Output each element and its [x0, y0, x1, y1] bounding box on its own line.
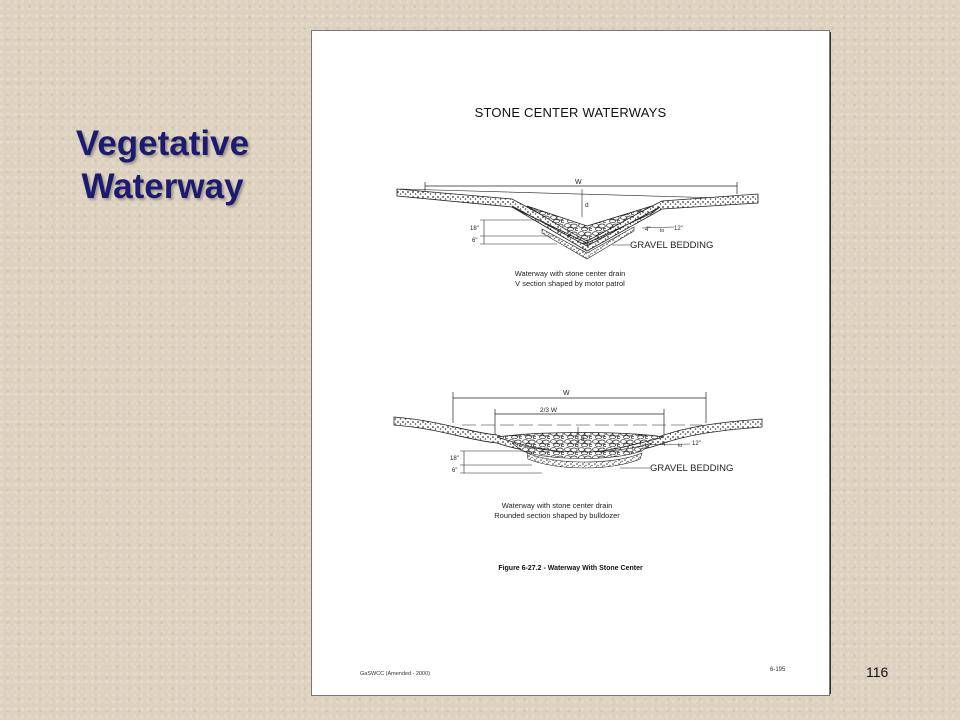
r-depth-label: d	[581, 436, 585, 443]
r-dim-18: 18"	[450, 456, 459, 462]
r-width-label: W	[563, 390, 570, 397]
document-heading: STONE CENTER WATERWAYS	[474, 105, 667, 120]
v-dim-18: 18"	[470, 226, 479, 232]
v-caption-line2: V section shaped by motor patrol	[515, 279, 625, 288]
v-section-diagram	[397, 179, 758, 259]
rounded-section-caption	[467, 501, 647, 521]
v-section-caption	[480, 269, 660, 289]
slide-page-number: 116	[866, 664, 889, 680]
v-stone-to: 12"	[674, 226, 683, 232]
v-depth-label: d	[585, 202, 589, 209]
v-dim-6: 6"	[472, 238, 478, 244]
r-gravel-bedding-label: GRAVEL BEDDING	[650, 463, 734, 474]
r-center-width-label: 2/3 W	[540, 407, 557, 414]
waterway-diagrams	[312, 31, 829, 695]
r-stone-from: 4"	[662, 442, 668, 448]
document-footer-right: 6-195	[770, 667, 786, 673]
r-stone-to-word: to	[678, 443, 683, 449]
v-gravel-bedding-label: GRAVEL BEDDING	[630, 240, 714, 251]
document-spine-outer	[830, 32, 831, 694]
v-width-label: W	[575, 179, 582, 186]
v-stone-to-word: to	[660, 228, 665, 234]
v-stone-from: 4"	[645, 227, 651, 233]
r-stone-to: 12"	[692, 441, 701, 447]
slide-title-line1: Vegetative	[75, 124, 250, 163]
r-caption-line2: Rounded section shaped by bulldozer	[494, 511, 620, 520]
rounded-section-diagram	[394, 390, 762, 474]
r-caption-line1: Waterway with stone center drain	[501, 501, 613, 510]
document-footer-left: GaSWCC (Amended - 2000)	[360, 671, 430, 677]
document-scan	[311, 30, 830, 696]
r-dim-6: 6"	[452, 468, 458, 474]
slide-title	[40, 122, 285, 208]
slide-title-line2: Waterway	[81, 167, 244, 206]
figure-caption: Figure 6-27.2 - Waterway With Stone Center	[498, 565, 643, 572]
v-caption-line1: Waterway with stone center drain	[514, 269, 626, 278]
